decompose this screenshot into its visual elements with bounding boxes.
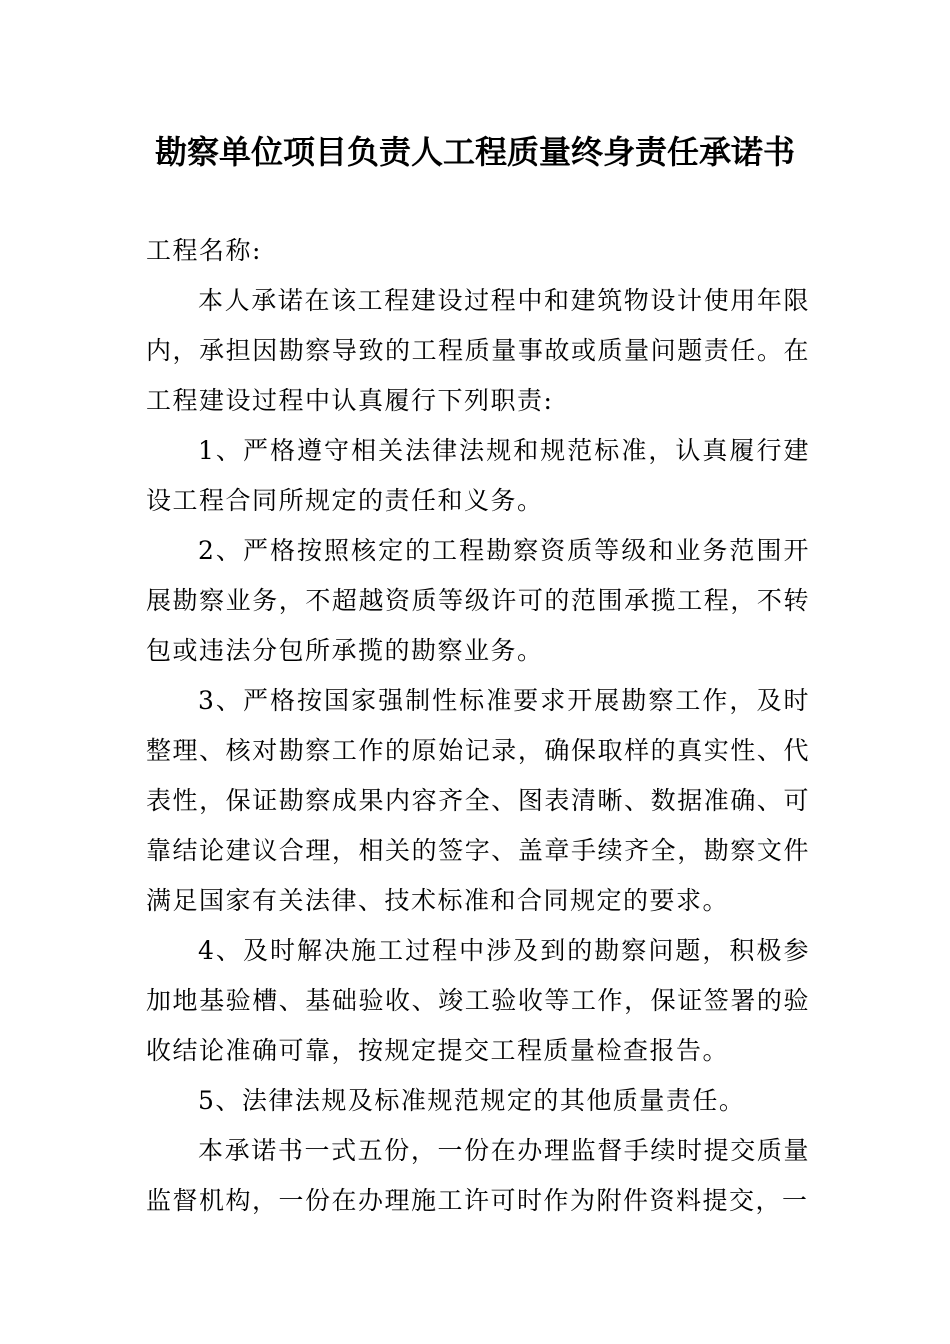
duty-item-5: 5、法律法规及标准规范规定的其他质量责任。: [198, 1086, 746, 1115]
duty-item-2: 2、严格按照核定的工程勘察资质等级和业务范围开展勘察业务，不超越资质等级许可的范围承揽工程，不转包或违法分包所承揽的勘察业务。: [146, 536, 810, 665]
duty-item-3: 3、严格按国家强制性标准要求开展勘察工作，及时整理、核对勘察工作的原始记录，确保取样的真实性、代表性，保证勘察成果内容齐全、图表清晰、数据准确、可靠结论建议合理，相关的签字、盖章手续齐全，勘察文件满足国家有关法律、技术标准和合同规定的要求。: [146, 686, 810, 915]
project-name-label: 工程名称:: [146, 236, 262, 265]
document-body: [146, 226, 810, 1226]
document-title: 勘察单位项目负责人工程质量终身责任承诺书: [154, 133, 795, 171]
duty-item-1: 1、严格遵守相关法律法规和规范标准，认真履行建设工程合同所规定的责任和义务。: [146, 436, 810, 515]
duty-item-4: 4、及时解决施工过程中涉及到的勘察问题，积极参加地基验槽、基础验收、竣工验收等工作，保证签署的验收结论准确可靠，按规定提交工程质量检查报告。: [146, 936, 810, 1065]
closing-paragraph: 本承诺书一式五份，一份在办理监督手续时提交质量监督机构，一份在办理施工许可时作为附件资料提交，一: [146, 1136, 810, 1215]
intro-paragraph: 本人承诺在该工程建设过程中和建筑物设计使用年限内，承担因勘察导致的工程质量事故或质量问题责任。在工程建设过程中认真履行下列职责:: [146, 286, 810, 415]
